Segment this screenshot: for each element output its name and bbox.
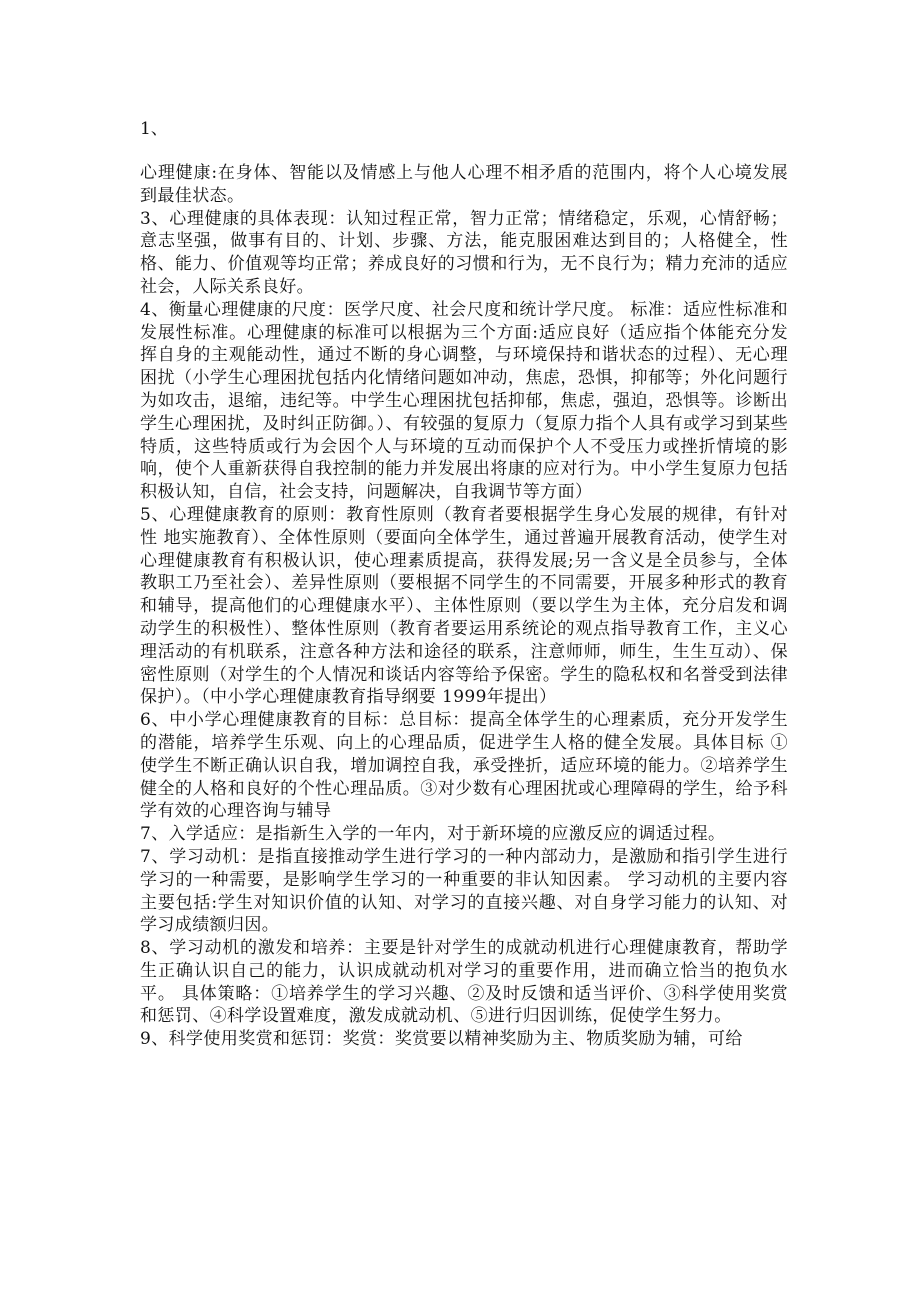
document-body xyxy=(140,118,788,1051)
paragraph-mental-health-manifestations: 3、心理健康的具体表现：认知过程正常，智力正常；情绪稳定，乐观，心情舒畅；意志坚强，做事有目的、计划、步骤、方法，能克服困难达到目的；人格健全，性格、能力、价值观等均正常；养成良好的习惯和行为，无不良行为；精力充沛的适应社会，人际关系良好。 xyxy=(140,208,788,297)
paragraph-mental-health-definition: 心理健康:在身体、智能以及情感上与他人心理不相矛盾的范围内，将个人心境发展到最佳状态。 xyxy=(140,163,788,206)
paragraph-school-adaptation: 7、入学适应：是指新生入学的一年内，对于新环境的应激反应的调适过程。 xyxy=(140,824,726,845)
paragraph-education-principles: 5、心理健康教育的原则：教育性原则（教育者要根据学生身心发展的规律，有针对性 地实施教育）、全体性原则（要面向全体学生，通过普遍开展教育活动，使学生对心理健康教育有积极认识，使心理素质提高，获得发展;另一含义是全员参与，全体教职工乃至社会）、差异性原则（要根据不同学生的不同需要，开展多种形式的教育和辅导，提高他们的心理健康水平）、主体性原则（要以学生为主体，充分启发和调动学生的积极性）、整体性原则（教育者要运用系统论的观点指导教育工作，主义心理活动的有机联系，注意各种方法和途径的联系，注意师师，师生，生生互动）、保密性原则（对学生的个人情况和谈话内容等给予保密。学生的隐私权和名誉受到法律保护）。（中小学心理健康教育指导纲要 1999年提出） xyxy=(140,504,788,708)
paragraph-education-goals: 6、中小学心理健康教育的目标：总目标：提高全体学生的心理素质，充分开发学生的潜能，培养学生乐观、向上的心理品质，促进学生人格的健全发展。具体目标 ①使学生不断正确认识自我，增加调控自我，承受挫折，适应环境的能力。②培养学生健全的人格和良好的个性心理品质。③对少数有心理困扰或心理障碍的学生，给予科学有效的心理咨询与辅导 xyxy=(140,710,788,822)
section-number: 1、 xyxy=(140,119,168,139)
paragraph-mental-health-standards: 4、衡量心理健康的尺度：医学尺度、社会尺度和统计学尺度。 标准：适应性标准和发展性标准。心理健康的标准可以根据为三个方面:适应良好（适应指个体能充分发挥自身的主观能动性，通过不断的身心调整，与环境保持和谐状态的过程）、无心理困扰（小学生心理困扰包括内化情绪问题如冲动，焦虑，恐惧，抑郁等；外化问题行为如攻击，退缩，违纪等。中学生心理困扰包括抑郁，焦虑，强迫，恐惧等。诊断出学生心理困扰，及时纠正防御。）、有较强的复原力（复原力指个人具有或学习到某些特质，这些特质或行为会因个人与环境的互动而保护个人不受压力或挫折情境的影响，使个人重新获得自我控制的能力并发展出将康的应对行为。中小学生复原力包括积极认知，自信，社会支持，问题解决，自我调节等方面） xyxy=(140,299,788,503)
paragraph-motivation-cultivation: 8、学习动机的激发和培养：主要是针对学生的成就动机进行心理健康教育，帮助学生正确认识自己的能力，认识成就动机对学习的重要作用，进而确立恰当的抱负水平。 具体策略：①培养学生的学习兴趣、②及时反馈和适当评价、③科学使用奖赏和惩罚、④科学设置难度，激发成就动机、⑤进行归因训练，促使学生努力。 xyxy=(140,938,788,1027)
paragraph-learning-motivation: 7、学习动机：是指直接推动学生进行学习的一种内部动力，是激励和指引学生进行学习的一种需要，是影响学生学习的一种重要的非认知因素。 学习动机的主要内容主要包括:学生对知识价值的认知、对学习的直接兴趣、对自身学习能力的认知、对学习成绩额归因。 xyxy=(140,846,788,936)
paragraph-rewards-punishment: 9、科学使用奖赏和惩罚：奖赏：奖赏要以精神奖励为主、物质奖励为辅，可给 xyxy=(140,1029,743,1050)
